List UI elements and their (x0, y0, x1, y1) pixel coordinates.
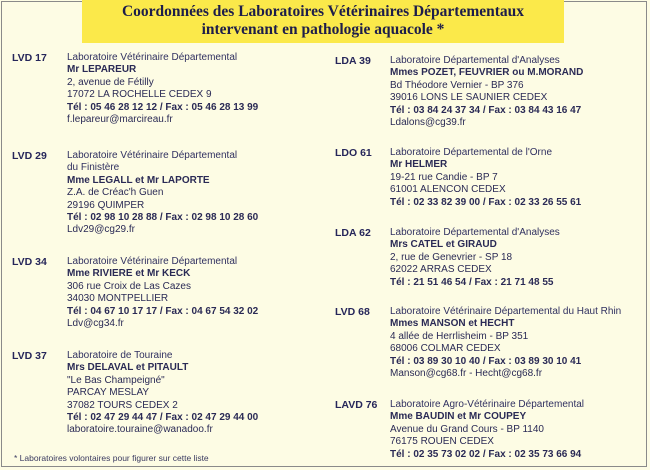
lab-code: LDO 61 (335, 147, 372, 159)
page-title-line-2: intervenant en pathologie aquacole * (201, 21, 445, 38)
lab-contact: Mr HELMER (390, 159, 448, 171)
lab-address-line: 61001 ALENCON CEDEX (390, 184, 506, 196)
lab-name: Laboratoire Vétérinaire Départemental (67, 52, 238, 63)
lab-contact: Mrs CATEL et GIRAUD (390, 239, 497, 251)
lab-address-line: 29196 QUIMPER (67, 199, 145, 211)
lab-address-line: 76175 ROUEN CEDEX (390, 436, 494, 448)
lab-name: Laboratoire Départemental d'Analyses (390, 227, 560, 238)
lab-name: Laboratoire Départemental de l'Orne (390, 147, 553, 158)
lab-address-line: 2, avenue de Fétilly (67, 76, 154, 88)
lab-name-continued: du Finistère (67, 162, 120, 174)
lab-address-extra: "Le Bas Champeigné" (67, 374, 165, 386)
lab-email[interactable]: Manson@cg68.fr - Hecht@cg68.fr (390, 368, 543, 380)
lab-email[interactable]: laboratoire.touraine@wanadoo.fr (67, 424, 213, 436)
lab-phone: Tél : 21 51 46 54 / Fax : 21 71 48 55 (390, 276, 554, 288)
lab-code: LVD 34 (12, 256, 47, 268)
lab-phone: Tél : 02 98 10 28 88 / Fax : 02 98 10 28 60 (67, 212, 259, 224)
lab-phone: Tél : 04 67 10 17 17 / Fax : 04 67 54 32 02 (67, 305, 259, 317)
lab-phone: Tél : 03 89 30 10 40 / Fax : 03 89 30 10 41 (390, 355, 582, 367)
lab-phone: Tél : 03 84 24 37 34 / Fax : 03 84 43 16 47 (390, 104, 582, 116)
lab-phone: Tél : 02 35 73 02 02 / Fax : 02 35 73 66 94 (390, 448, 582, 460)
lab-phone: Tél : 02 47 29 44 47 / Fax : 02 47 29 44 00 (67, 412, 259, 424)
lab-address-line: 4 allée de Herrlisheim - BP 351 (390, 330, 529, 342)
lab-address-line: 39016 LONS LE SAUNIER CEDEX (390, 92, 548, 104)
lab-contact: Mme RIVIERE et Mr KECK (67, 268, 191, 280)
lab-name: Laboratoire Départemental d'Analyses (390, 55, 560, 66)
lab-email[interactable]: Ldv29@cg29.fr (67, 224, 135, 236)
lab-address-line: 306 rue Croix de Las Cazes (67, 280, 191, 292)
lab-contact: Mme BAUDIN et Mr COUPEY (390, 411, 527, 423)
lab-code: LDA 62 (335, 227, 371, 239)
lab-code: LVD 37 (12, 350, 47, 362)
lab-address-line: PARCAY MESLAY (67, 387, 150, 399)
lab-code: LVD 29 (12, 150, 47, 162)
lab-email[interactable]: Ldalons@cg39.fr (390, 117, 466, 129)
lab-address-line: 19-21 rue Candie - BP 7 (390, 171, 498, 183)
lab-phone: Tél : 05 46 28 12 12 / Fax : 05 46 28 13 99 (67, 101, 259, 113)
lab-address-line: Bd Théodore Vernier - BP 376 (390, 79, 524, 91)
lab-name: Laboratoire de Touraine (67, 350, 173, 361)
lab-code: LVD 68 (335, 306, 370, 318)
lab-name: Laboratoire Vétérinaire Départemental (67, 256, 238, 267)
lab-email[interactable]: Ldv@cg34.fr (67, 318, 124, 330)
lab-phone: Tél : 02 33 82 39 00 / Fax : 02 33 26 55 61 (390, 196, 582, 208)
footnote: * Laboratoires volontaires pour figurer sur cette liste (14, 453, 209, 463)
page-title-line-1: Coordonnées des Laboratoires Vétérinaires Départementaux (121, 3, 525, 20)
lab-address-line: 34030 MONTPELLIER (67, 293, 169, 305)
lab-name: Laboratoire Vétérinaire Départemental (67, 150, 238, 161)
lab-address-line: 68006 COLMAR CEDEX (390, 343, 501, 355)
lab-address-line: 17072 LA ROCHELLE CEDEX 9 (67, 89, 212, 101)
lab-address-line: 2, rue de Genevrier - SP 18 (390, 251, 513, 263)
lab-contact: Mme LEGALL et Mr LAPORTE (67, 174, 210, 186)
lab-address-line: Z.A. de Créac'h Guen (67, 187, 164, 199)
lab-contact: Mr LEPAREUR (67, 64, 137, 76)
lab-contact: Mmes POZET, FEUVRIER ou M.MORAND (390, 67, 584, 79)
lab-contact: Mrs DELAVAL et PITAULT (67, 362, 189, 374)
lab-contact: Mmes MANSON et HECHT (390, 318, 515, 330)
lab-address-line: 37082 TOURS CEDEX 2 (67, 399, 178, 411)
lab-code: LDA 39 (335, 55, 371, 67)
lab-address-line: 62022 ARRAS CEDEX (390, 264, 492, 276)
page-title-banner (82, 0, 564, 43)
lab-code: LAVD 76 (335, 399, 378, 411)
lab-name: Laboratoire Vétérinaire Départemental du Haut Rhin (390, 306, 622, 317)
lab-name: Laboratoire Agro-Vétérinaire Départemental (390, 399, 584, 410)
lab-email[interactable]: f.lepareur@marcireau.fr (67, 114, 173, 126)
lab-address-line: Avenue du Grand Cours - BP 1140 (390, 423, 544, 435)
lab-code: LVD 17 (12, 52, 47, 64)
